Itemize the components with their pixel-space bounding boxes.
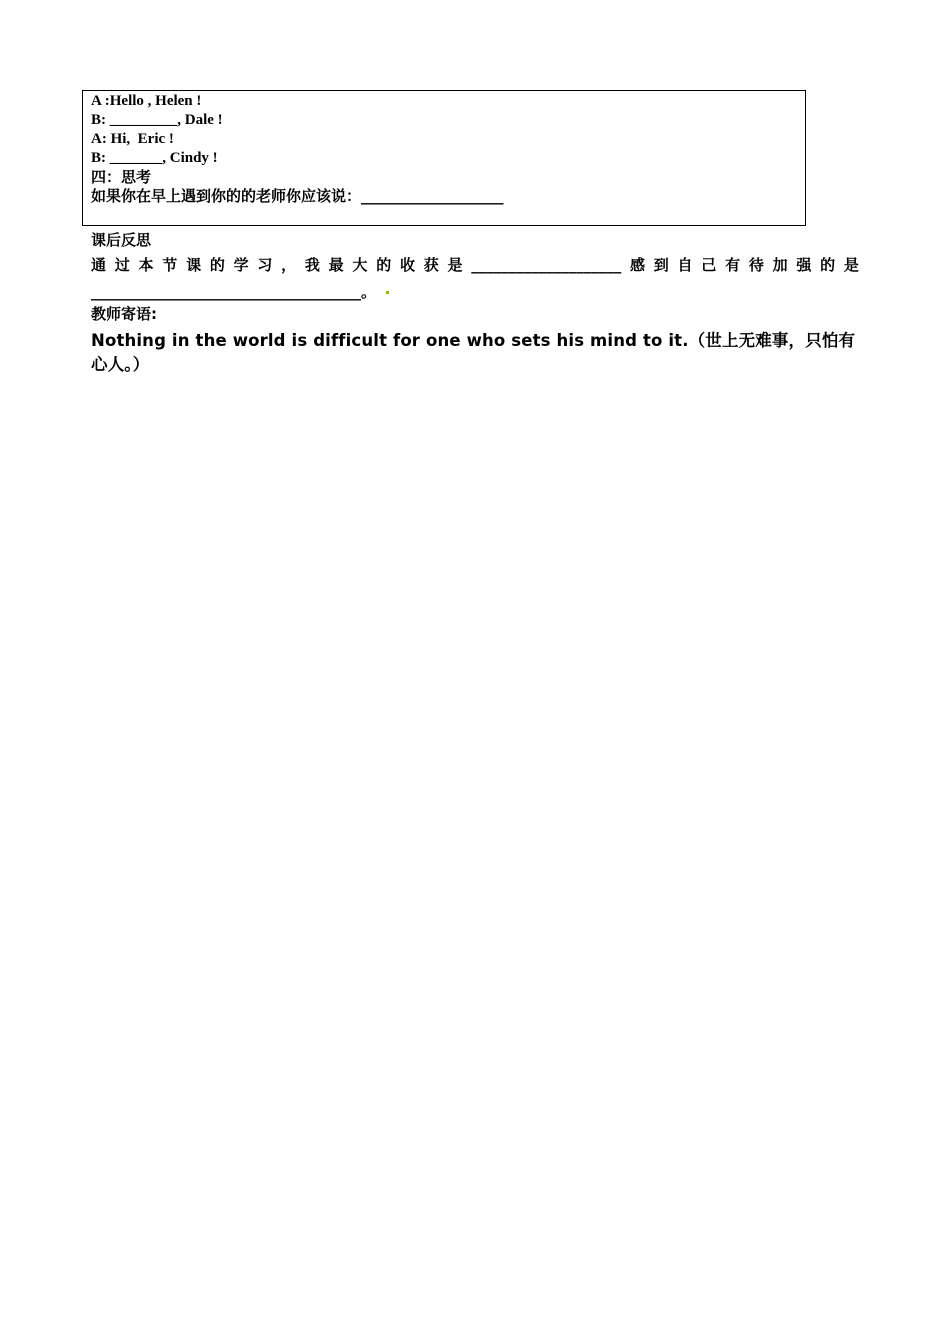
dialogue-line-b-cindy: B: _______, Cindy ! (91, 150, 218, 166)
reflection-char: 加 (772, 256, 788, 274)
reflection-char: 收 (399, 256, 415, 274)
reflection-char: 节 (162, 256, 178, 274)
reflection-char: 获 (423, 256, 439, 274)
dialogue-line-b-blank: B: _________, Dale ! (91, 112, 223, 128)
reflection-blank-gain: ____________________ (471, 256, 622, 274)
reflection-char: 是 (843, 256, 859, 274)
reflection-char: 己 (701, 256, 717, 274)
reflection-char: 课 (186, 256, 202, 274)
teacher-motto: Nothing in the world is difficult for one who sets his mind to it.（世上无难事，只怕有心人。） (91, 331, 856, 374)
reflection-char: 强 (796, 256, 812, 274)
reflection-char: 自 (677, 256, 693, 274)
reflection-char: 最 (328, 256, 344, 274)
reflection-char: 过 (114, 256, 130, 274)
reflection-char: 的 (209, 256, 225, 274)
reflection-char: 大 (352, 256, 368, 274)
reflection-char: 的 (820, 256, 836, 274)
reflection-char: ， (281, 256, 297, 274)
reflection-char: 是 (447, 256, 463, 274)
think-question: 如果你在早上遇到你的的老师你应该说：___________________ (91, 187, 504, 205)
reflection-char: 到 (653, 256, 669, 274)
reflection-char: 习 (257, 256, 273, 274)
reflection-blank-improve: ____________________________________。 (91, 283, 377, 301)
section-heading-think: 四：思考 (91, 168, 152, 186)
reflection-char: 通 (91, 256, 107, 274)
reflection-char: 有 (725, 256, 741, 274)
reflection-char: 感 (630, 256, 646, 274)
reflection-char: 我 (304, 256, 320, 274)
dialogue-line-a-hi: A: Hi, Eric ! (91, 131, 174, 147)
teacher-words-heading: 教师寄语: (91, 305, 157, 323)
green-dot-mark (386, 291, 389, 294)
reflection-char: 本 (138, 256, 154, 274)
reflection-char: 的 (376, 256, 392, 274)
reflection-char: 待 (748, 256, 764, 274)
reflection-sentence (91, 256, 859, 275)
reflection-heading: 课后反思 (91, 231, 152, 249)
dialogue-line-a-hello: A :Hello , Helen ! (91, 93, 202, 109)
reflection-blank-line (91, 283, 389, 302)
reflection-char: 学 (233, 256, 249, 274)
